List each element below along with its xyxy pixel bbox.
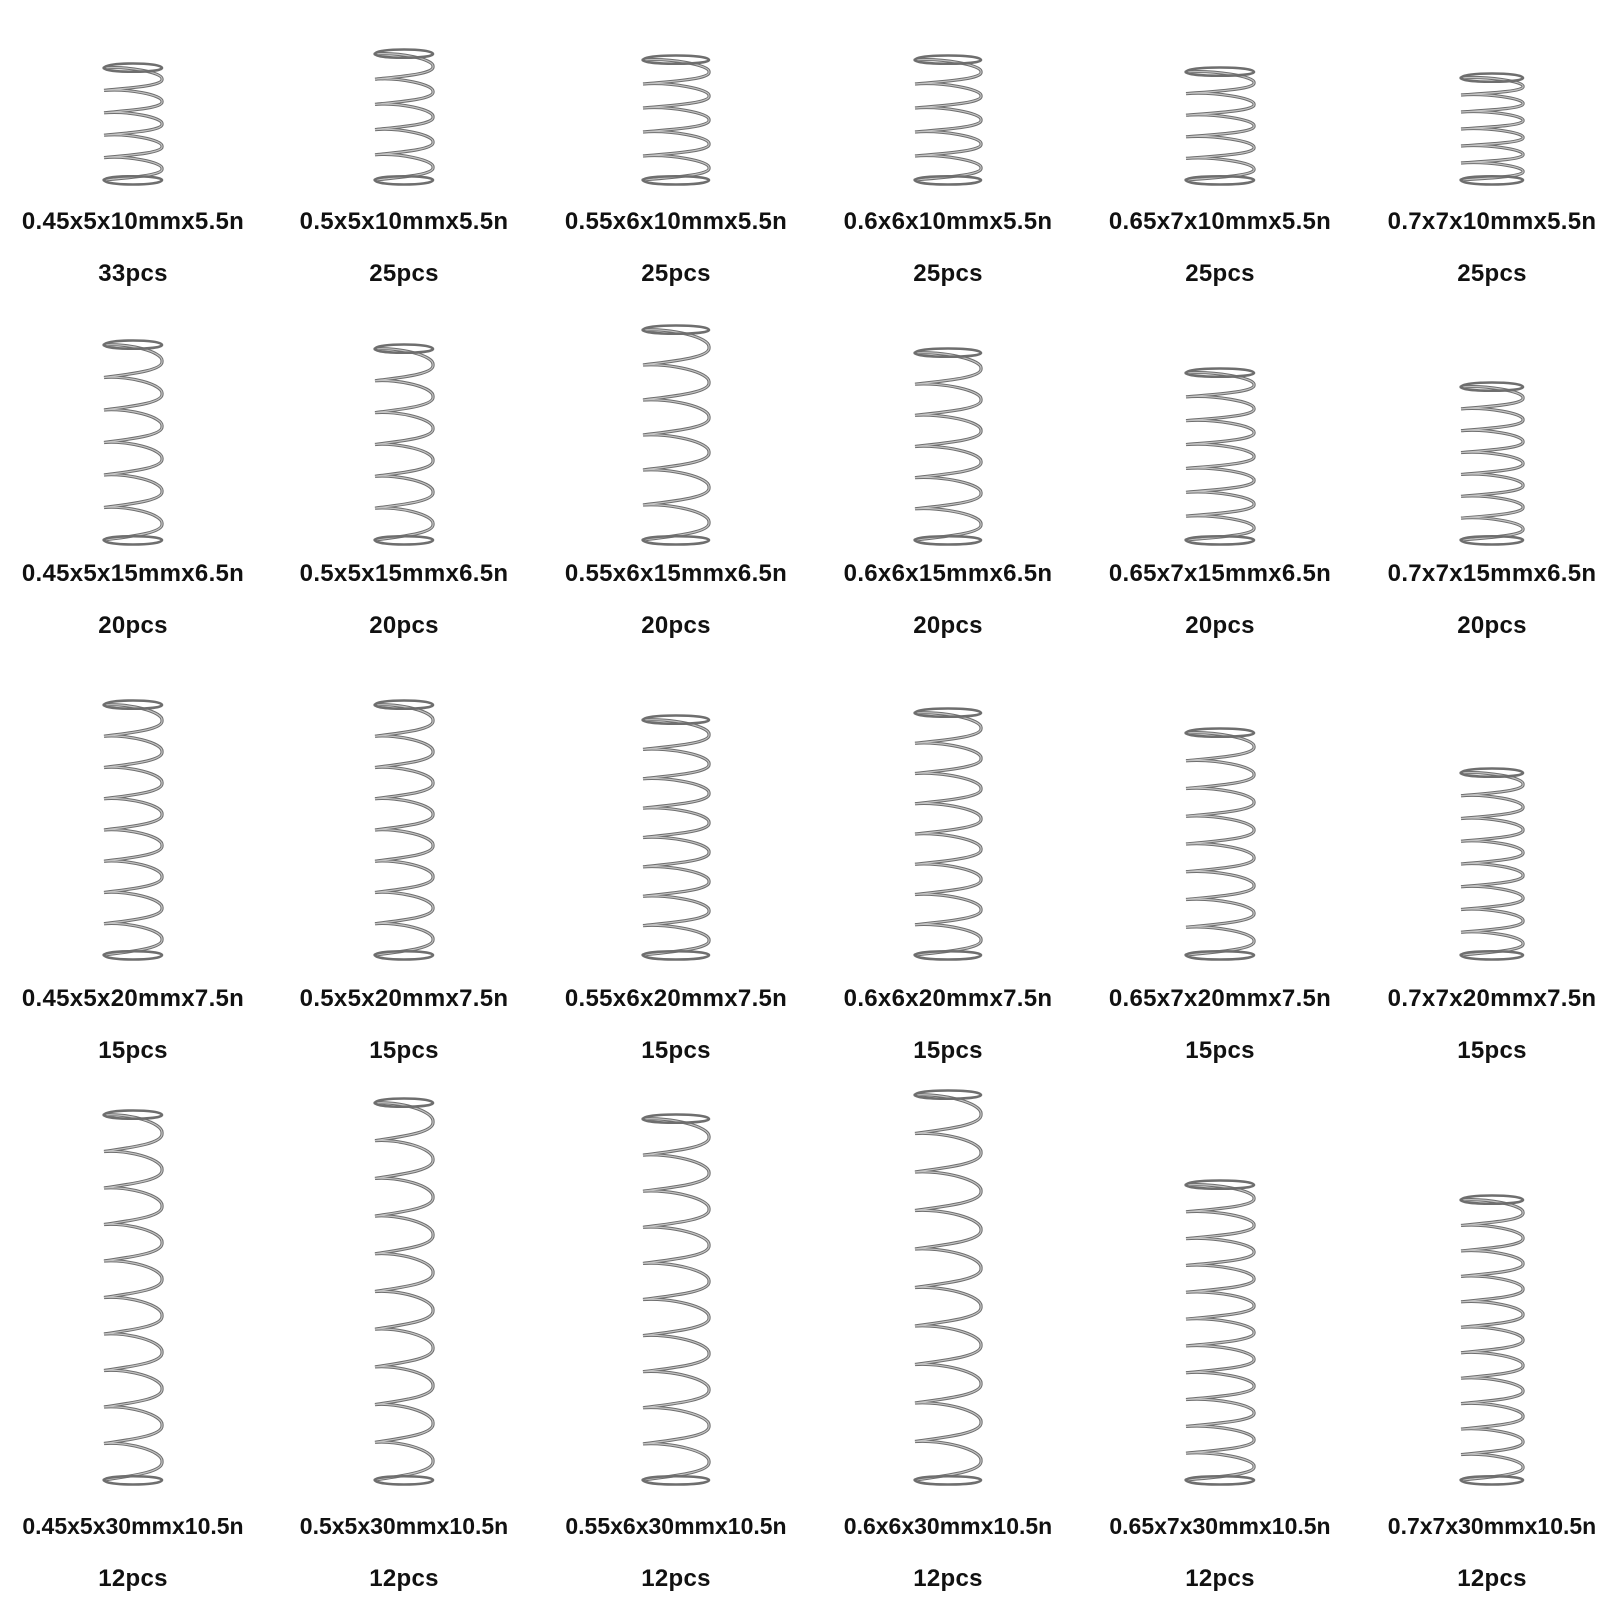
spring-spec-label: 0.55x6x20mmx7.5n [564, 985, 788, 1012]
compression-spring-image [0, 0, 268, 1618]
spring-quantity-label: 20pcs [1457, 612, 1527, 639]
spring-bottom-end-coil [104, 1476, 162, 1484]
spring-spec-label: 0.6x6x15mmx6.5n [843, 560, 1053, 587]
spring-quantity-label: 25pcs [641, 260, 711, 287]
spring-coil-highlight [104, 1115, 162, 1480]
spring-spec-label: 0.5x5x20mmx7.5n [299, 985, 509, 1012]
compression-spring-image [541, 0, 811, 1618]
spring-coil-highlight [1186, 1185, 1254, 1480]
spring-spec-label: 0.5x5x10mmx5.5n [299, 208, 509, 235]
spring-spec-label: 0.6x6x30mmx10.5n [843, 1513, 1053, 1539]
spring-quantity-label: 15pcs [98, 1037, 168, 1064]
compression-spring-image [1085, 0, 1355, 1618]
spring-bottom-end-coil [375, 1476, 433, 1484]
spring-quantity-label: 15pcs [913, 1037, 983, 1064]
spring-spec-label: 0.45x5x20mmx7.5n [21, 985, 245, 1012]
spring-quantity-label: 25pcs [1185, 260, 1255, 287]
spring-spec-label: 0.7x7x30mmx10.5n [1387, 1513, 1597, 1539]
spring-coil-highlight [375, 1103, 433, 1480]
spring-spec-label: 0.7x7x15mmx6.5n [1387, 560, 1597, 587]
spring-spec-label: 0.6x6x20mmx7.5n [843, 985, 1053, 1012]
spring-coil-wire [1186, 1185, 1254, 1480]
spring-spec-label: 0.7x7x10mmx5.5n [1387, 208, 1597, 235]
spring-quantity-label: 12pcs [1457, 1565, 1527, 1592]
spring-spec-label: 0.45x5x30mmx10.5n [22, 1513, 244, 1539]
spring-quantity-label: 20pcs [98, 612, 168, 639]
spring-quantity-label: 15pcs [369, 1037, 439, 1064]
spring-quantity-label: 15pcs [641, 1037, 711, 1064]
spring-spec-label: 0.6x6x10mmx5.5n [843, 208, 1053, 235]
spring-spec-label: 0.5x5x30mmx10.5n [299, 1513, 509, 1539]
spring-spec-label: 0.45x5x15mmx6.5n [21, 560, 245, 587]
spring-spec-label: 0.45x5x10mmx5.5n [21, 208, 245, 235]
spring-spec-label: 0.65x7x30mmx10.5n [1109, 1513, 1331, 1539]
spring-quantity-label: 20pcs [1185, 612, 1255, 639]
spring-spec-label: 0.5x5x15mmx6.5n [299, 560, 509, 587]
spring-spec-label: 0.55x6x15mmx6.5n [564, 560, 788, 587]
spring-coil-highlight [1461, 1200, 1523, 1480]
spring-coil-highlight [915, 1095, 981, 1480]
spring-quantity-label: 25pcs [369, 260, 439, 287]
spring-quantity-label: 20pcs [641, 612, 711, 639]
spring-quantity-label: 15pcs [1457, 1037, 1527, 1064]
compression-spring-image [269, 0, 539, 1618]
spring-quantity-label: 33pcs [98, 260, 168, 287]
spring-quantity-label: 12pcs [913, 1565, 983, 1592]
spring-bottom-end-coil [915, 1476, 981, 1484]
spring-quantity-label: 25pcs [913, 260, 983, 287]
spring-spec-label: 0.65x7x20mmx7.5n [1108, 985, 1332, 1012]
spring-quantity-label: 20pcs [369, 612, 439, 639]
spring-coil-wire [1461, 1200, 1523, 1480]
spring-spec-label: 0.55x6x30mmx10.5n [565, 1513, 787, 1539]
spring-spec-label: 0.7x7x20mmx7.5n [1387, 985, 1597, 1012]
spring-quantity-label: 25pcs [1457, 260, 1527, 287]
spring-spec-label: 0.55x6x10mmx5.5n [564, 208, 788, 235]
spring-bottom-end-coil [643, 1476, 709, 1484]
spring-coil-highlight [643, 1119, 709, 1480]
spring-spec-label: 0.65x7x15mmx6.5n [1108, 560, 1332, 587]
spring-quantity-label: 12pcs [369, 1565, 439, 1592]
spring-quantity-label: 12pcs [98, 1565, 168, 1592]
compression-spring-image [813, 0, 1083, 1618]
spring-quantity-label: 12pcs [1185, 1565, 1255, 1592]
spring-quantity-label: 20pcs [913, 612, 983, 639]
compression-spring-image [1357, 0, 1618, 1618]
spring-quantity-label: 12pcs [641, 1565, 711, 1592]
spring-quantity-label: 15pcs [1185, 1037, 1255, 1064]
spring-spec-label: 0.65x7x10mmx5.5n [1108, 208, 1332, 235]
